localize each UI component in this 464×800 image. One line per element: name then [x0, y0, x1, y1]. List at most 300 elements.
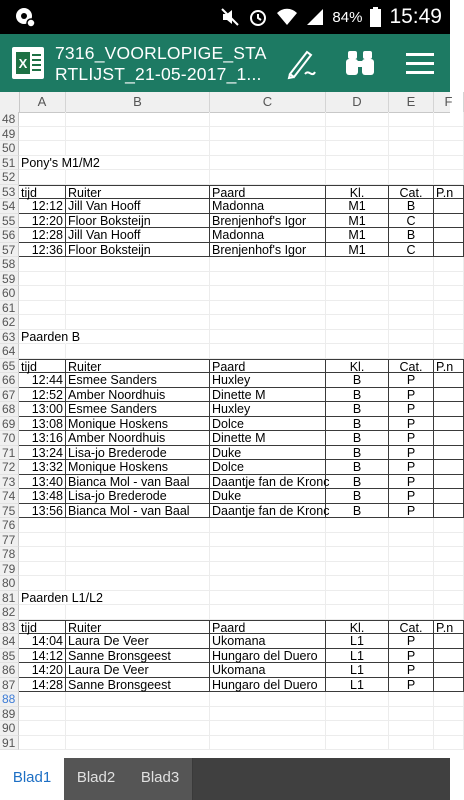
cell-b83[interactable]: Ruiter — [66, 620, 210, 635]
cell-e61[interactable] — [389, 301, 434, 316]
cell-d88[interactable] — [326, 692, 389, 707]
cell-e83[interactable]: Cat. — [389, 620, 434, 635]
cell-a77[interactable] — [19, 533, 66, 548]
cell-c66[interactable]: Huxley — [210, 373, 326, 388]
cell-e50[interactable] — [389, 141, 434, 156]
cell-a64[interactable] — [19, 344, 66, 359]
row-number[interactable]: 81 — [0, 591, 19, 606]
cell-a90[interactable] — [19, 721, 66, 736]
cell-a75[interactable]: 13:56 — [19, 504, 66, 519]
cell-a81[interactable]: Paarden L1/L2 — [21, 590, 104, 605]
row-number[interactable]: 90 — [0, 721, 19, 736]
column-header-b[interactable]: B — [66, 92, 210, 112]
cell-c67[interactable]: Dinette M — [210, 388, 326, 403]
cell-e51[interactable] — [389, 156, 434, 171]
cell-a87[interactable]: 14:28 — [19, 678, 66, 693]
row-number[interactable]: 54 — [0, 199, 19, 214]
cell-e86[interactable]: P — [389, 663, 434, 678]
cell-e79[interactable] — [389, 562, 434, 577]
cell-b57[interactable]: Floor Boksteijn — [66, 243, 210, 258]
cell-d53[interactable]: Kl. — [326, 185, 389, 200]
cell-f65[interactable]: P.n — [434, 359, 464, 374]
row-number[interactable]: 78 — [0, 547, 19, 562]
cell-f55[interactable] — [434, 214, 464, 229]
cell-c87[interactable]: Hungaro del Duero — [210, 678, 326, 693]
cell-c79[interactable] — [210, 562, 326, 577]
cell-c86[interactable]: Ukomana — [210, 663, 326, 678]
column-header-f[interactable]: F — [434, 92, 464, 112]
cell-f53[interactable]: P.n — [434, 185, 464, 200]
cell-b79[interactable] — [66, 562, 210, 577]
cell-d60[interactable] — [326, 286, 389, 301]
row-number[interactable]: 63 — [0, 330, 19, 345]
cell-a82[interactable] — [19, 605, 66, 620]
cell-d87[interactable]: L1 — [326, 678, 389, 693]
cell-d77[interactable] — [326, 533, 389, 548]
cell-a76[interactable] — [19, 518, 66, 533]
cell-a66[interactable]: 12:44 — [19, 373, 66, 388]
cell-f50[interactable] — [434, 141, 464, 156]
cell-b68[interactable]: Esmee Sanders — [66, 402, 210, 417]
row-number[interactable]: 60 — [0, 286, 19, 301]
cell-d62[interactable] — [326, 315, 389, 330]
cell-f82[interactable] — [434, 605, 464, 620]
cell-a61[interactable] — [19, 301, 66, 316]
cell-e80[interactable] — [389, 576, 434, 591]
cell-f69[interactable] — [434, 417, 464, 432]
cell-e75[interactable]: P — [389, 504, 434, 519]
cell-f74[interactable] — [434, 489, 464, 504]
cell-e52[interactable] — [389, 170, 434, 185]
cell-e69[interactable]: P — [389, 417, 434, 432]
cell-c88[interactable] — [210, 692, 326, 707]
cell-d90[interactable] — [326, 721, 389, 736]
row-number[interactable]: 51 — [0, 156, 19, 171]
cell-e87[interactable]: P — [389, 678, 434, 693]
cell-f83[interactable]: P.n — [434, 620, 464, 635]
cell-e66[interactable]: P — [389, 373, 434, 388]
cell-d52[interactable] — [326, 170, 389, 185]
cell-d72[interactable]: B — [326, 460, 389, 475]
cell-a49[interactable] — [19, 127, 66, 142]
cell-a55[interactable]: 12:20 — [19, 214, 66, 229]
cell-b65[interactable]: Ruiter — [66, 359, 210, 374]
cell-b51[interactable] — [66, 156, 210, 171]
cell-c58[interactable] — [210, 257, 326, 272]
cell-c72[interactable]: Dolce — [210, 460, 326, 475]
row-number[interactable]: 87 — [0, 678, 19, 693]
cell-b58[interactable] — [66, 257, 210, 272]
cell-d50[interactable] — [326, 141, 389, 156]
cell-f87[interactable] — [434, 678, 464, 693]
cell-b62[interactable] — [66, 315, 210, 330]
cell-a54[interactable]: 12:12 — [19, 199, 66, 214]
cell-c69[interactable]: Dolce — [210, 417, 326, 432]
cell-d67[interactable]: B — [326, 388, 389, 403]
cell-d74[interactable]: B — [326, 489, 389, 504]
row-number[interactable]: 52 — [0, 170, 19, 185]
cell-c52[interactable] — [210, 170, 326, 185]
cell-c74[interactable]: Duke — [210, 489, 326, 504]
row-number[interactable]: 49 — [0, 127, 19, 142]
cell-c60[interactable] — [210, 286, 326, 301]
cell-f56[interactable] — [434, 228, 464, 243]
column-header-c[interactable]: C — [210, 92, 326, 112]
cell-d70[interactable]: B — [326, 431, 389, 446]
cell-f59[interactable] — [434, 272, 464, 287]
cell-b84[interactable]: Laura De Veer — [66, 634, 210, 649]
cell-d61[interactable] — [326, 301, 389, 316]
cell-b90[interactable] — [66, 721, 210, 736]
row-number[interactable]: 67 — [0, 388, 19, 403]
cell-b54[interactable]: Jill Van Hooff — [66, 199, 210, 214]
row-number[interactable]: 76 — [0, 518, 19, 533]
cell-f54[interactable] — [434, 199, 464, 214]
row-number[interactable]: 57 — [0, 243, 19, 258]
cell-e91[interactable] — [389, 736, 434, 751]
cell-a85[interactable]: 14:12 — [19, 649, 66, 664]
cell-d85[interactable]: L1 — [326, 649, 389, 664]
row-number[interactable]: 72 — [0, 460, 19, 475]
row-number[interactable]: 56 — [0, 228, 19, 243]
cell-a69[interactable]: 13:08 — [19, 417, 66, 432]
cell-c89[interactable] — [210, 707, 326, 722]
cell-d79[interactable] — [326, 562, 389, 577]
cell-c65[interactable]: Paard — [210, 359, 326, 374]
sheet-tab-blad2[interactable]: Blad2 — [64, 758, 129, 800]
cell-c76[interactable] — [210, 518, 326, 533]
cell-f78[interactable] — [434, 547, 464, 562]
cell-b77[interactable] — [66, 533, 210, 548]
cell-a59[interactable] — [19, 272, 66, 287]
cell-d78[interactable] — [326, 547, 389, 562]
cell-e68[interactable]: P — [389, 402, 434, 417]
cell-d80[interactable] — [326, 576, 389, 591]
cell-c82[interactable] — [210, 605, 326, 620]
cell-a67[interactable]: 12:52 — [19, 388, 66, 403]
cell-d86[interactable]: L1 — [326, 663, 389, 678]
cell-e58[interactable] — [389, 257, 434, 272]
cell-e48[interactable] — [389, 112, 434, 127]
row-number[interactable]: 61 — [0, 301, 19, 316]
cell-f71[interactable] — [434, 446, 464, 461]
cell-e67[interactable]: P — [389, 388, 434, 403]
cell-e49[interactable] — [389, 127, 434, 142]
cell-c55[interactable]: Brenjenhof's Igor — [210, 214, 326, 229]
row-number[interactable]: 70 — [0, 431, 19, 446]
column-header-d[interactable]: D — [326, 92, 389, 112]
cell-f66[interactable] — [434, 373, 464, 388]
cell-c81[interactable] — [210, 591, 326, 606]
cell-b52[interactable] — [66, 170, 210, 185]
cell-d49[interactable] — [326, 127, 389, 142]
cell-e85[interactable]: P — [389, 649, 434, 664]
cell-e82[interactable] — [389, 605, 434, 620]
cell-d58[interactable] — [326, 257, 389, 272]
cell-d69[interactable]: B — [326, 417, 389, 432]
cell-b59[interactable] — [66, 272, 210, 287]
cell-a71[interactable]: 13:24 — [19, 446, 66, 461]
cell-b49[interactable] — [66, 127, 210, 142]
cell-b64[interactable] — [66, 344, 210, 359]
cell-e55[interactable]: C — [389, 214, 434, 229]
cell-e76[interactable] — [389, 518, 434, 533]
cell-c57[interactable]: Brenjenhof's Igor — [210, 243, 326, 258]
cell-f61[interactable] — [434, 301, 464, 316]
cell-c53[interactable]: Paard — [210, 185, 326, 200]
row-number[interactable]: 59 — [0, 272, 19, 287]
cell-a86[interactable]: 14:20 — [19, 663, 66, 678]
cell-e59[interactable] — [389, 272, 434, 287]
cell-a89[interactable] — [19, 707, 66, 722]
cell-d76[interactable] — [326, 518, 389, 533]
cell-b82[interactable] — [66, 605, 210, 620]
cell-a62[interactable] — [19, 315, 66, 330]
cell-f68[interactable] — [434, 402, 464, 417]
cell-e57[interactable]: C — [389, 243, 434, 258]
cell-e84[interactable]: P — [389, 634, 434, 649]
cell-b88[interactable] — [66, 692, 210, 707]
cell-b89[interactable] — [66, 707, 210, 722]
cell-c54[interactable]: Madonna — [210, 199, 326, 214]
cell-f90[interactable] — [434, 721, 464, 736]
cell-c63[interactable] — [210, 330, 326, 345]
cell-b50[interactable] — [66, 141, 210, 156]
cell-f60[interactable] — [434, 286, 464, 301]
row-number[interactable]: 58 — [0, 257, 19, 272]
cell-f86[interactable] — [434, 663, 464, 678]
cell-f89[interactable] — [434, 707, 464, 722]
cell-e56[interactable]: B — [389, 228, 434, 243]
cell-b69[interactable]: Monique Hoskens — [66, 417, 210, 432]
cell-f49[interactable] — [434, 127, 464, 142]
cell-b74[interactable]: Lisa-jo Brederode — [66, 489, 210, 504]
cell-e71[interactable]: P — [389, 446, 434, 461]
row-number[interactable]: 91 — [0, 736, 19, 751]
cell-a68[interactable]: 13:00 — [19, 402, 66, 417]
row-number[interactable]: 73 — [0, 475, 19, 490]
cell-a80[interactable] — [19, 576, 66, 591]
cell-f51[interactable] — [434, 156, 464, 171]
cell-e73[interactable]: P — [389, 475, 434, 490]
cell-b73[interactable]: Bianca Mol - van Baal — [66, 475, 210, 490]
cell-f63[interactable] — [434, 330, 464, 345]
cell-e53[interactable]: Cat. — [389, 185, 434, 200]
sheet-tab-blad1[interactable]: Blad1 — [0, 758, 64, 800]
cell-a48[interactable] — [19, 112, 66, 127]
cell-a72[interactable]: 13:32 — [19, 460, 66, 475]
cell-d48[interactable] — [326, 112, 389, 127]
column-header-e[interactable]: E — [389, 92, 434, 112]
cell-a58[interactable] — [19, 257, 66, 272]
cell-c48[interactable] — [210, 112, 326, 127]
cell-e60[interactable] — [389, 286, 434, 301]
cell-e90[interactable] — [389, 721, 434, 736]
cell-c61[interactable] — [210, 301, 326, 316]
cell-d84[interactable]: L1 — [326, 634, 389, 649]
cell-d66[interactable]: B — [326, 373, 389, 388]
cell-d75[interactable]: B — [326, 504, 389, 519]
cell-e65[interactable]: Cat. — [389, 359, 434, 374]
cell-f84[interactable] — [434, 634, 464, 649]
row-number[interactable]: 77 — [0, 533, 19, 548]
cell-f62[interactable] — [434, 315, 464, 330]
cell-f79[interactable] — [434, 562, 464, 577]
cell-b60[interactable] — [66, 286, 210, 301]
cell-b55[interactable]: Floor Boksteijn — [66, 214, 210, 229]
sheet-tab-blad3[interactable]: Blad3 — [128, 758, 193, 800]
cell-a84[interactable]: 14:04 — [19, 634, 66, 649]
cell-a74[interactable]: 13:48 — [19, 489, 66, 504]
cell-a51[interactable]: Pony's M1/M2 — [21, 155, 100, 170]
cell-c49[interactable] — [210, 127, 326, 142]
cell-e88[interactable] — [389, 692, 434, 707]
row-number[interactable]: 53 — [0, 185, 19, 200]
cell-d71[interactable]: B — [326, 446, 389, 461]
cell-f85[interactable] — [434, 649, 464, 664]
cell-c71[interactable]: Duke — [210, 446, 326, 461]
cell-b61[interactable] — [66, 301, 210, 316]
cell-f48[interactable] — [434, 112, 464, 127]
cell-f67[interactable] — [434, 388, 464, 403]
cell-b91[interactable] — [66, 736, 210, 751]
cell-d68[interactable]: B — [326, 402, 389, 417]
row-number[interactable]: 86 — [0, 663, 19, 678]
cell-b71[interactable]: Lisa-jo Brederode — [66, 446, 210, 461]
cell-f72[interactable] — [434, 460, 464, 475]
cell-c91[interactable] — [210, 736, 326, 751]
row-number[interactable]: 75 — [0, 504, 19, 519]
row-number[interactable]: 85 — [0, 649, 19, 664]
cell-e77[interactable] — [389, 533, 434, 548]
cell-f76[interactable] — [434, 518, 464, 533]
cell-f70[interactable] — [434, 431, 464, 446]
cell-a63[interactable]: Paarden B — [21, 329, 81, 344]
cell-f91[interactable] — [434, 736, 464, 751]
cell-b80[interactable] — [66, 576, 210, 591]
cell-d82[interactable] — [326, 605, 389, 620]
cell-c75[interactable]: Daantje fan de Kronc — [212, 503, 330, 518]
cell-f64[interactable] — [434, 344, 464, 359]
cell-a52[interactable] — [19, 170, 66, 185]
cell-c77[interactable] — [210, 533, 326, 548]
row-number[interactable]: 48 — [0, 112, 19, 127]
cell-a50[interactable] — [19, 141, 66, 156]
cell-b76[interactable] — [66, 518, 210, 533]
pen-icon[interactable] — [285, 46, 319, 80]
row-number[interactable]: 64 — [0, 344, 19, 359]
cell-b78[interactable] — [66, 547, 210, 562]
cell-e81[interactable] — [389, 591, 434, 606]
cell-c50[interactable] — [210, 141, 326, 156]
cell-c90[interactable] — [210, 721, 326, 736]
column-header-a[interactable]: A — [19, 92, 66, 112]
cell-c68[interactable]: Huxley — [210, 402, 326, 417]
cell-d56[interactable]: M1 — [326, 228, 389, 243]
cell-d51[interactable] — [326, 156, 389, 171]
cell-b87[interactable]: Sanne Bronsgeest — [66, 678, 210, 693]
cell-a73[interactable]: 13:40 — [19, 475, 66, 490]
cell-e89[interactable] — [389, 707, 434, 722]
cell-a56[interactable]: 12:28 — [19, 228, 66, 243]
cell-b85[interactable]: Sanne Bronsgeest — [66, 649, 210, 664]
row-number[interactable]: 69 — [0, 417, 19, 432]
row-number[interactable]: 65 — [0, 359, 19, 374]
cell-e63[interactable] — [389, 330, 434, 345]
row-number[interactable]: 89 — [0, 707, 19, 722]
cell-d59[interactable] — [326, 272, 389, 287]
cell-e54[interactable]: B — [389, 199, 434, 214]
row-number[interactable]: 80 — [0, 576, 19, 591]
cell-d65[interactable]: Kl. — [326, 359, 389, 374]
cell-b66[interactable]: Esmee Sanders — [66, 373, 210, 388]
cell-d81[interactable] — [326, 591, 389, 606]
cell-b56[interactable]: Jill Van Hooff — [66, 228, 210, 243]
menu-icon[interactable] — [403, 46, 437, 80]
cell-a91[interactable] — [19, 736, 66, 751]
cell-a79[interactable] — [19, 562, 66, 577]
cell-a70[interactable]: 13:16 — [19, 431, 66, 446]
cell-b72[interactable]: Monique Hoskens — [66, 460, 210, 475]
cell-b63[interactable] — [66, 330, 210, 345]
cell-f77[interactable] — [434, 533, 464, 548]
row-number[interactable]: 71 — [0, 446, 19, 461]
binoculars-icon[interactable] — [343, 46, 377, 80]
cell-c56[interactable]: Madonna — [210, 228, 326, 243]
cell-d57[interactable]: M1 — [326, 243, 389, 258]
cell-c84[interactable]: Ukomana — [210, 634, 326, 649]
cell-c62[interactable] — [210, 315, 326, 330]
cell-a60[interactable] — [19, 286, 66, 301]
cell-f88[interactable] — [434, 692, 464, 707]
cell-d54[interactable]: M1 — [326, 199, 389, 214]
cell-f81[interactable] — [434, 591, 464, 606]
row-number[interactable]: 68 — [0, 402, 19, 417]
row-number[interactable]: 50 — [0, 141, 19, 156]
row-number[interactable]: 79 — [0, 562, 19, 577]
cell-b75[interactable]: Bianca Mol - van Baal — [66, 504, 210, 519]
cell-e74[interactable]: P — [389, 489, 434, 504]
cell-c83[interactable]: Paard — [210, 620, 326, 635]
cell-c78[interactable] — [210, 547, 326, 562]
cell-a78[interactable] — [19, 547, 66, 562]
cell-f52[interactable] — [434, 170, 464, 185]
row-number[interactable]: 83 — [0, 620, 19, 635]
cell-f80[interactable] — [434, 576, 464, 591]
cell-b70[interactable]: Amber Noordhuis — [66, 431, 210, 446]
cell-d55[interactable]: M1 — [326, 214, 389, 229]
cell-a88[interactable] — [19, 692, 66, 707]
cell-b67[interactable]: Amber Noordhuis — [66, 388, 210, 403]
cell-d73[interactable]: B — [326, 475, 389, 490]
row-number[interactable]: 66 — [0, 373, 19, 388]
cell-a65[interactable]: tijd — [19, 359, 66, 374]
cell-b53[interactable]: Ruiter — [66, 185, 210, 200]
cell-a83[interactable]: tijd — [19, 620, 66, 635]
cell-b86[interactable]: Laura De Veer — [66, 663, 210, 678]
cell-d89[interactable] — [326, 707, 389, 722]
cell-d63[interactable] — [326, 330, 389, 345]
cell-d64[interactable] — [326, 344, 389, 359]
cell-c80[interactable] — [210, 576, 326, 591]
row-number[interactable]: 84 — [0, 634, 19, 649]
cell-c85[interactable]: Hungaro del Duero — [210, 649, 326, 664]
spreadsheet-grid[interactable] — [0, 92, 454, 758]
cell-b81[interactable] — [66, 591, 210, 606]
select-all-corner[interactable] — [0, 92, 20, 112]
cell-a53[interactable]: tijd — [19, 185, 66, 200]
cell-c73[interactable]: Daantje fan de Kronc — [212, 474, 330, 489]
